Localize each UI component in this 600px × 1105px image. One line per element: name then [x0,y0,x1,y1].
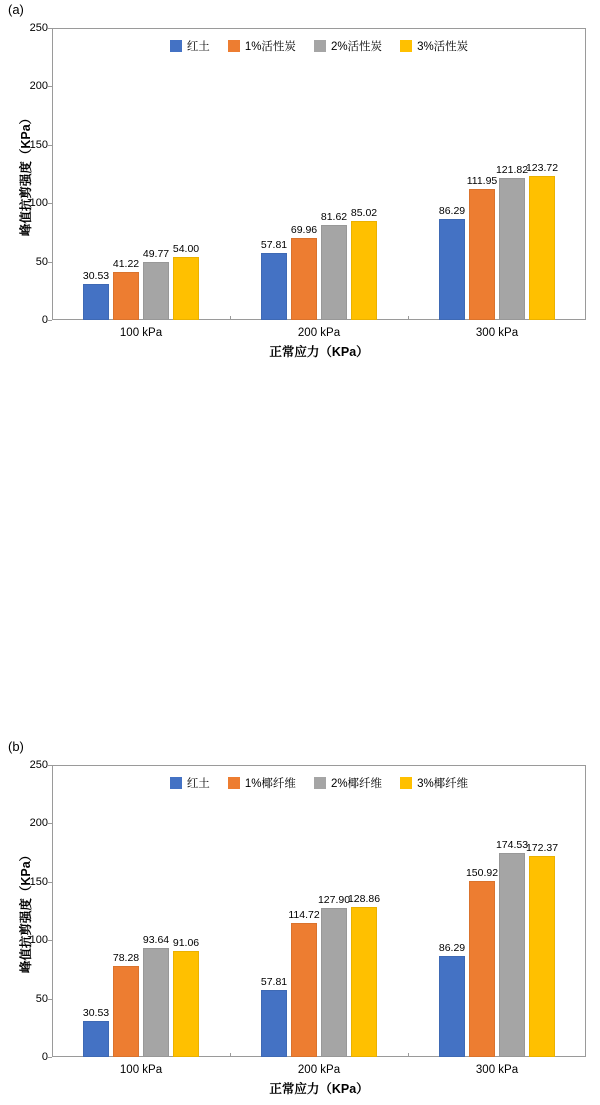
bar-value-b-0-2: 86.29 [438,942,466,955]
x-tick-1-b: 200 kPa [297,1064,341,1076]
bar-a-0-1 [260,238,288,321]
y-tick-2-a: 100 [29,197,48,210]
legend-label-0-b: 红土 [186,778,210,790]
bar-value-a-1-0: 41.22 [112,257,140,270]
y-tick-0-b: 0 [41,1051,48,1063]
plot-area-a [29,22,586,339]
x-tick-0-a: 100 kPa [119,327,163,339]
bar-value-a-2-0: 49.77 [142,247,170,260]
x-separator-2-a [408,316,409,320]
bar-value-a-3-0: 54.00 [172,242,200,255]
bar-value-a-2-2: 121.82 [495,163,529,176]
bar-value-a-1-1: 69.96 [290,224,318,237]
bar-a-1-0 [112,257,140,320]
bar-group-2-a [408,28,586,339]
bar-group-1-b [230,765,408,1076]
x-separator-1-a [230,316,231,320]
bar-value-a-0-0: 30.53 [82,270,110,283]
bar-b-0-0 [82,1007,110,1057]
legend-label-1-b: 1%椰纤维 [244,778,296,790]
bar-value-b-2-2: 174.53 [495,839,529,852]
bar-b-3-2 [525,841,559,1057]
bar-b-3-0 [172,936,200,1057]
bar-value-b-3-0: 91.06 [172,936,200,949]
y-tick-2-b: 100 [29,934,48,947]
bar-group-2-b [408,765,586,1076]
bar-a-3-1 [350,206,378,320]
x-axis-label-a: 正常应力（KPa） [269,345,369,359]
y-tick-0-a: 0 [41,314,48,326]
legend-label-1-a: 1%活性炭 [244,41,296,53]
y-tick-4-a: 200 [29,80,48,93]
bar-a-3-2 [525,161,559,321]
bar-a-2-2 [495,163,529,320]
bar-value-a-3-1: 85.02 [350,206,378,219]
bar-b-1-0 [112,951,140,1057]
y-tick-1-b: 50 [35,992,48,1005]
y-tickmark-0-b [48,1057,52,1058]
bar-value-a-1-2: 111.95 [466,175,498,188]
bar-group-0-a [52,28,230,339]
y-tickmark-0-a [48,320,52,321]
bar-b-2-1 [317,893,351,1057]
x-tick-1-a: 200 kPa [297,327,341,339]
y-tick-5-b: 250 [29,759,48,771]
bar-value-b-0-0: 30.53 [82,1007,110,1020]
legend-label-0-a: 红土 [186,41,210,53]
y-axis-label-a [14,28,36,320]
x-separator-1-b [230,1053,231,1057]
bar-value-a-0-2: 86.29 [438,205,466,218]
chart-panel-b [0,737,600,1105]
bar-value-a-2-1: 81.62 [320,210,348,223]
bar-b-0-1 [260,975,288,1058]
panel-label-a: (a) [8,2,24,17]
plot-area-b [29,759,586,1076]
bar-groups-a [52,28,586,339]
bar-b-2-2 [495,839,529,1057]
y-axis-label-text-a: 峰值抗剪强度（KPa） [19,111,33,237]
x-tick-0-b: 100 kPa [119,1064,163,1076]
bar-value-b-0-1: 57.81 [260,975,288,988]
bar-a-1-1 [290,224,318,320]
bar-a-1-2 [466,175,498,320]
bar-b-0-2 [438,942,466,1057]
x-tick-2-b: 300 kPa [475,1064,519,1076]
x-axis-label-b: 正常应力（KPa） [269,1082,369,1096]
chart-panel-a [0,0,600,368]
panel-label-b: (b) [8,739,24,754]
bar-a-0-2 [438,205,466,320]
bar-value-b-1-1: 114.72 [288,909,320,922]
y-axis-label-text-b: 峰值抗剪强度（KPa） [19,848,33,974]
y-tick-3-a: 150 [29,138,48,151]
bar-value-b-2-0: 93.64 [142,933,170,946]
y-axis-label-b [14,765,36,1057]
y-tick-4-b: 200 [29,817,48,830]
y-tick-3-b: 150 [29,875,48,888]
bar-group-1-a [230,28,408,339]
legend-label-2-a: 2%活性炭 [330,41,383,53]
bar-value-a-3-2: 123.72 [525,161,559,174]
bar-b-1-1 [288,909,320,1057]
bar-a-2-1 [320,210,348,320]
bar-value-a-0-1: 57.81 [260,238,288,251]
y-tick-5-a: 250 [29,22,48,34]
legend-label-2-b: 2%椰纤维 [330,778,383,790]
bar-a-3-0 [172,242,200,320]
bar-value-b-1-0: 78.28 [112,951,140,964]
bar-a-0-0 [82,270,110,320]
bar-value-b-3-1: 128.86 [347,892,381,905]
bar-a-2-0 [142,247,170,320]
bar-value-b-2-1: 127.90 [317,893,351,906]
bar-value-b-1-2: 150.92 [465,866,499,879]
legend-label-3-a: 3%活性炭 [417,41,469,53]
bar-b-2-0 [142,933,170,1057]
bar-b-1-2 [465,866,499,1057]
x-separator-2-b [408,1053,409,1057]
bar-value-b-3-2: 172.37 [525,841,559,854]
x-tick-2-a: 300 kPa [475,327,519,339]
bar-groups-b [52,765,586,1076]
legend-label-3-b: 3%椰纤维 [417,778,469,790]
bar-group-0-b [52,765,230,1076]
bar-b-3-1 [347,892,381,1057]
y-tick-1-a: 50 [35,255,48,268]
